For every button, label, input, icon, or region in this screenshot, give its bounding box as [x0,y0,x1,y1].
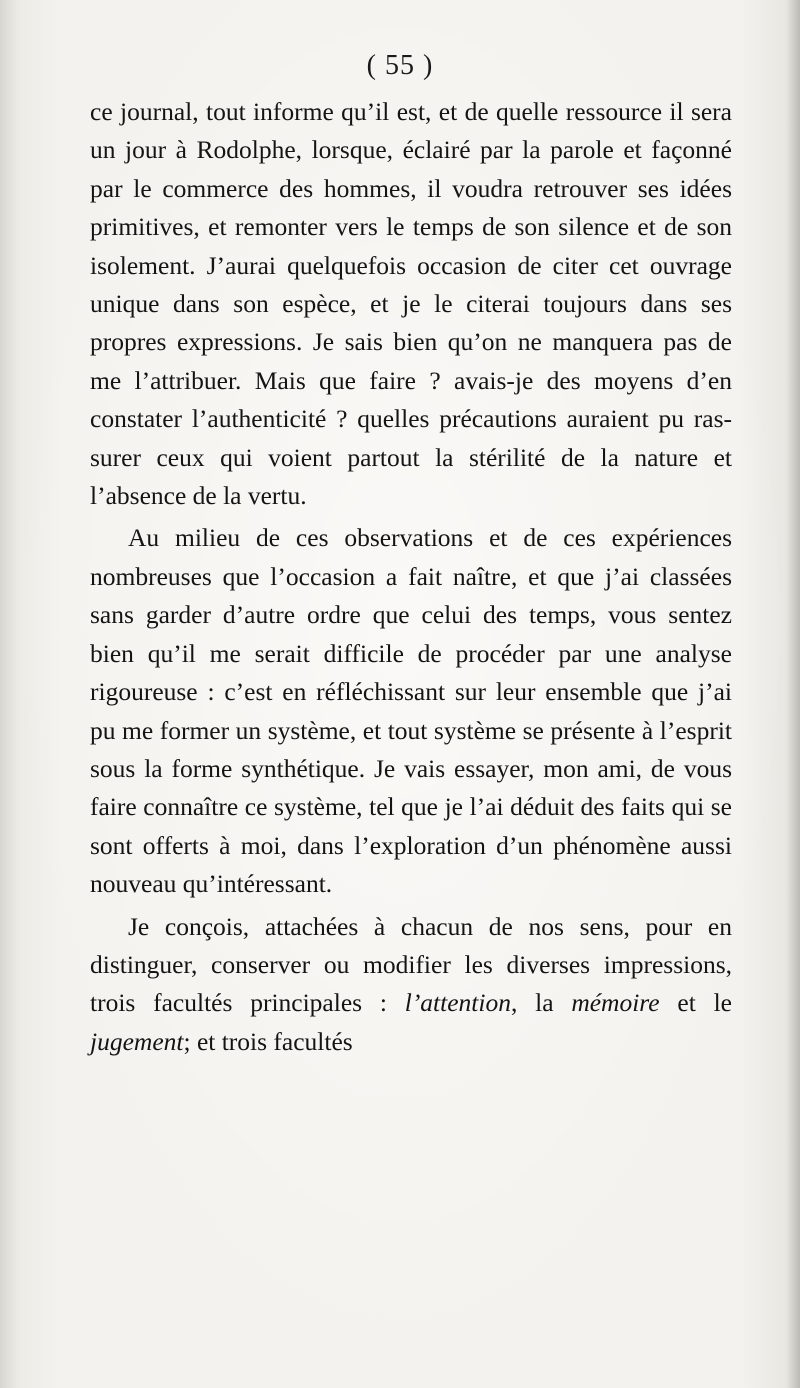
page-number: ( 55 ) [366,50,434,81]
paragraph-3-text-4: ; et trois facultés [183,1026,353,1056]
italic-term-attention: l’attention [404,988,511,1018]
paragraph-1: ce journal, tout informe qu’il est, et de quelle ressource il sera un jour à Rodolphe, lorsque, éclairé par la parole et façonné par le commerce des hommes, il voudra retrouver ses idées primitives, et remonter vers le temps de son silence et de son isolement. J’aurai quelquefois occasion de citer cet ouvrage unique dans son espèce, et je le citerai toujours dans ses propres expressions. Je sais bien qu’on ne manquera pas de me l’attribuer. Mais que faire ? avais-je des moyens d’en constater l’authenticité ? quelles précautions auraient pu rassurer ceux qui voient partout la stérilité de la nature et l’absence de la vertu. [90,97,732,511]
page-edge-shadow [786,0,800,1388]
paragraph-3 [90,908,732,1062]
paragraph-3-text-3: et le [659,988,732,1018]
body-text [90,93,732,1061]
paragraph-3-text-1: Je conçois, attachées à chacun de nos sens, pour en distinguer, conserver ou modifier les diverses impressions, trois facultés principales : [90,911,732,1018]
paragraph-3-text-2: , la [510,988,572,1018]
paragraph-2: Au milieu de ces observations et de ces expériences nombreuses que l’occasion a fait naître, et que j’ai classées sans garder d’autre ordre que celui des temps, vous sentez bien qu’il me serait difficile de procéder par une analyse rigoureuse : c’est en réfléchissant sur leur ensemble que j’ai pu me former un système, et tout système se présente à l’esprit sous la forme synthétique. Je vais essayer, mon ami, de vous faire connaître ce système, tel que je l’ai déduit des faits qui se sont offerts à moi, dans l’exploration d’un phénomène aussi nouveau qu’intéressant. [90,523,732,899]
italic-term-jugement: jugement [90,1026,184,1056]
italic-term-memoire: mémoire [571,988,660,1018]
